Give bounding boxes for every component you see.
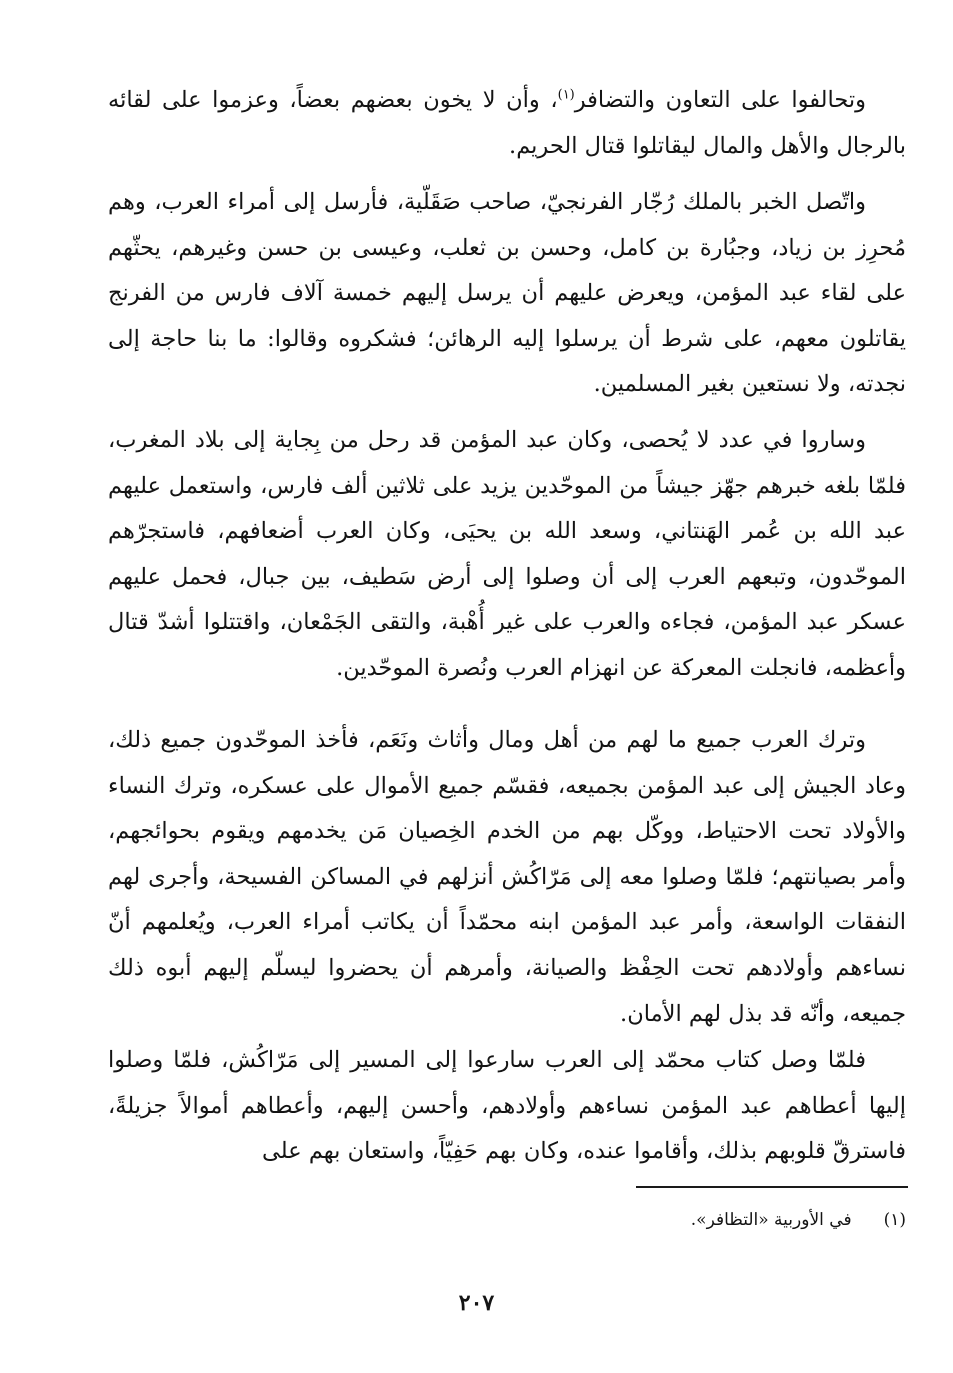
paragraph-1 bbox=[108, 78, 906, 169]
paragraph-3 bbox=[108, 418, 906, 692]
paragraph-5-text: فلمّا وصل كتاب محمّد إلى العرب سارعوا إلى المسير إلى مَرّاكُش، فلمّا وصلوا إليها أعطاهم عبد المؤمن نساءهم وأولادهم، وأحسن إليهم، وأعطاهم أموالاً جزيلةً، فاسترقّ قلوبهم بذلك، وأقاموا عنده، وكان بهم حَفِيّاً، واستعان بهم على bbox=[108, 1047, 906, 1165]
paragraph-1-text bbox=[108, 78, 906, 169]
page-number: ٢٠٧ bbox=[458, 1290, 495, 1316]
paragraph-2-text: واتّصل الخبر بالملك رُجّار الفرنجيّ، صاحب صَقَلّية، فأرسل إلى أمراء العرب، وهم مُحرِز بن زياد، وجبُارة بن كامل، وحسن بن ثعلب، وعيسى بن حسن وغيرهم، يحثّهم على لقاء عبد المؤمن، ويعرض عليهم أن يرسل إليهم خمسة آلاف فارس من الفرنج يقاتلون معهم، على شرط أن يرسلوا إليه الرهائن؛ فشكروه وقالوا: ما بنا حاجة إلى نجدته، ولا نستعين بغير المسلمين. bbox=[108, 189, 906, 398]
paragraph-2 bbox=[108, 180, 906, 408]
footnote bbox=[691, 1207, 906, 1233]
paragraph-1-text-after-note: ، وأن لا يخون بعضهم بعضاً، وعزموا على لقائه بالرجال والأهل والمال ليقاتلوا قتال الحريم. bbox=[108, 87, 906, 159]
paragraph-1-text-before-note: وتحالفوا على التعاون والتضافر bbox=[574, 87, 866, 113]
paragraph-4 bbox=[108, 718, 906, 1037]
footnote-text: في الأوربية «التظافر». bbox=[690, 1210, 852, 1230]
footnote-marker: (١) bbox=[557, 87, 575, 103]
footnote-divider bbox=[636, 1186, 908, 1188]
paragraph-3-text: وساروا في عدد لا يُحصى، وكان عبد المؤمن قد رحل من بِجاية إلى بلاد المغرب، فلمّا بلغه خبرهم جهّز جيشاً من الموحّدين يزيد على ثلاثين ألف فارس، واستعمل عليهم عبد الله بن عُمر الهَنتاني، وسعد الله بن يحيَى، وكان العرب أضعافهم، فاستجرّهم الموحّدون، وتبعهم العرب إلى أن وصلوا إلى أرض سَطيف، بين جبال، فحمل عليهم عسكر عبد المؤمن، فجاءه والعرب على غير أُهْبة، والتقى الجَمْعان، واقتتلوا أشدّ قتال وأعظمه، فانجلت المعركة عن انهزام العرب ونُصرة الموحّدين. bbox=[108, 427, 906, 681]
paragraph-5 bbox=[108, 1038, 906, 1175]
paragraph-4-text: وترك العرب جميع ما لهم من أهل ومال وأثاث ونَعَم، فأخذ الموحّدون جميع ذلك، وعاد الجيش إلى عبد المؤمن بجميعه، فقسّم جميع الأموال على عسكره، وترك النساء والأولاد تحت الاحتياط، ووكّل بهم من الخدم الخِصيان مَن يخدمهم ويقوم بحوائجهم، وأمر بصيانتهم؛ فلمّا وصلوا معه إلى مَرّاكُش أنزلهم في المساكن الفسيحة، وأجرى لهم النفقات الواسعة، وأمر عبد المؤمن ابنه محمّداً أن يكاتب أمراء العرب، ويُعلمهم أنّ نساءهم وأولادهم تحت الحِفْظ والصيانة، وأمرهم أن يحضروا ليسلّم إليهم أبوه ذلك جميعه، وأنّه قد بذل لهم الأمان. bbox=[108, 727, 906, 1027]
footnote-number: (١) bbox=[883, 1210, 906, 1230]
